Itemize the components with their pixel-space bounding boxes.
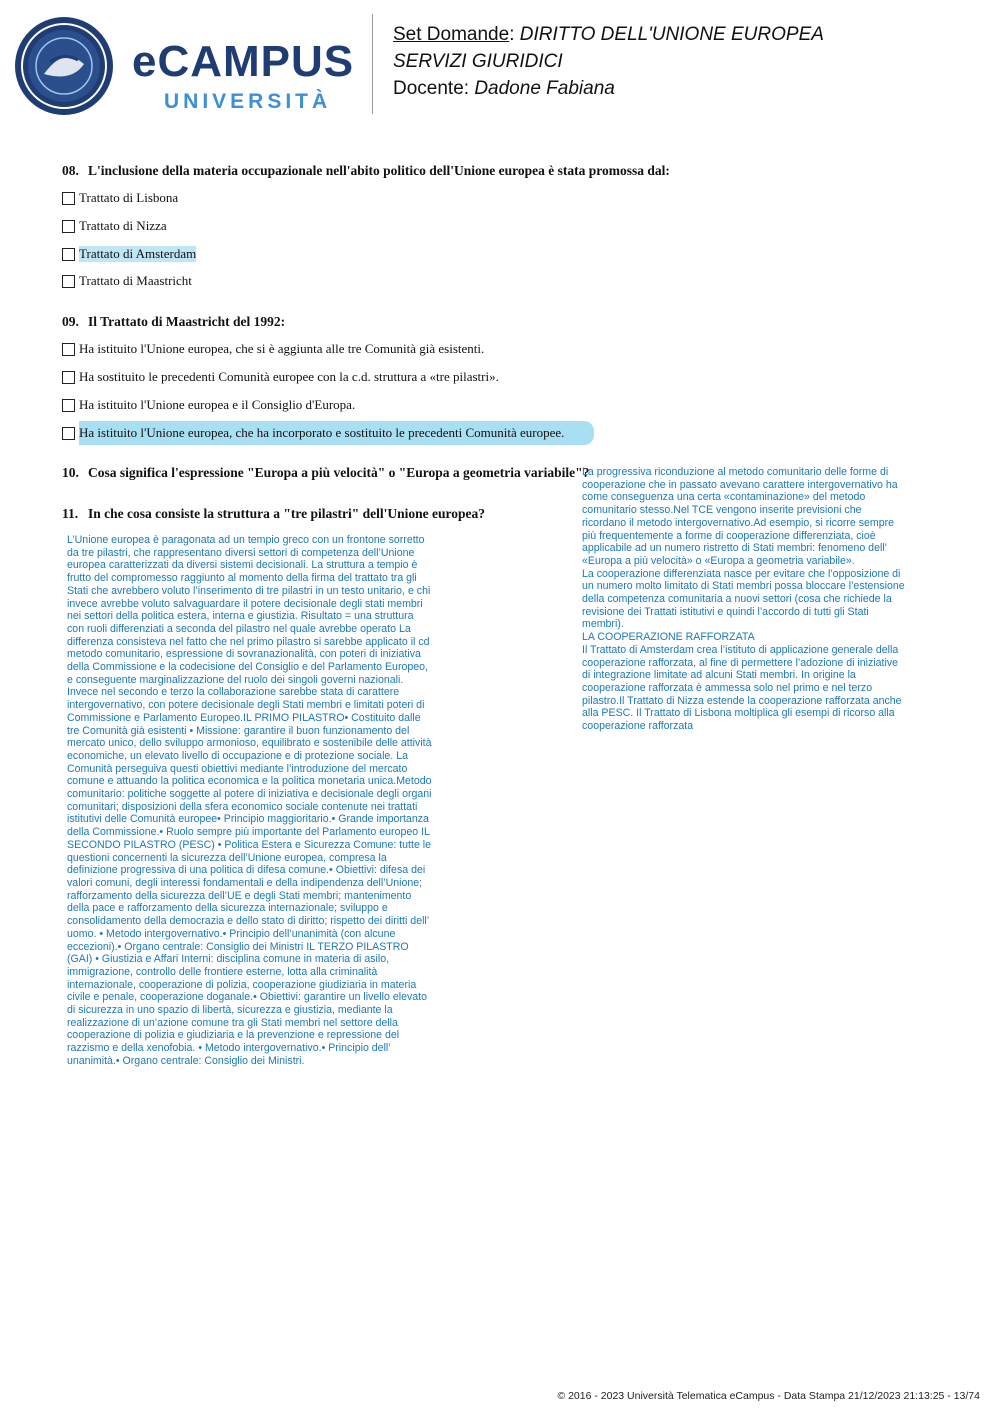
set-value-2: SERVIZI GIURIDICI	[393, 51, 563, 72]
question-text: Cosa significa l'espressione "Europa a più velocità" o "Europa a geometria variabile"?	[88, 465, 590, 480]
ecampus-logo	[14, 12, 359, 120]
set-line: Set Domande: DIRITTO DELL'UNIONE EUROPEA	[393, 24, 824, 45]
brand-subtitle: UNIVERSITÀ	[164, 90, 332, 113]
question-10-title	[62, 465, 589, 481]
question-text: L'inclusione della materia occupazionale nell'abito politico dell'Unione europea è stata promossa dal:	[88, 163, 670, 178]
option-label: Ha istituito l'Unione europea, che si è aggiunta alle tre Comunità già esistenti.	[79, 341, 485, 356]
set-label: Set Domande	[393, 24, 510, 45]
answer-11-text: L’Unione europea è paragonata ad un tempio greco con un frontone sorretto da tre pilastri, che rappresentano diversi settori di competenza dell’Unione europea caratterizzati da diversi sistemi decisionali. La struttura a tempio è frutto del compromesso raggiunto al momento della firma del trattato tra gli Stati che avrebbero voluto l’inserimento di tre pilastri in un testo unitario, e chi invece avrebbe voluto salvaguardare il potere decisionale degli stati membri nei settori della politica estera, interna e giustizia. Risultato = una struttura con ruoli differenziati a seconda del pilastro nel quale avrebbe operato La differenza consisteva nel fatto che nel primo pilastro si sarebbe applicato il cd metodo comunitario, espressione di sovranazionalità, con poteri di iniziativa della Commissione e la codecisione del Consiglio e del Parlamento Europeo, e conseguente marginalizzazione del ruolo dei singoli governi nazionali. Invece nel secondo e terzo la collaborazione sarebbe stata di carattere intergovernativo, con potere decisionale degli Stati membri e limitati poteri di Commissione e Parlamento Europeo.IL PRIMO PILASTRO• Costituito dalle tre Comunità già esistenti • Missione: garantire il buon funzionamento del mercato unico, dello sviluppo armonioso, equilibrato e sostenibile delle attività economiche, un elevato livello di occupazione e di protezione sociale. La Comunità perseguiva questi obiettivi mediante l’introduzione del mercato comune e attuando la politica economica e la politica monetaria unica.Metodo comunitario: politiche soggette al potere di iniziativa e decisionale degli organi comunitari; disposizioni della sfera economico sociale contenute nei trattati istitutivi delle Comunità europee• Principio maggioritario.• Grande importanza della Commissione.• Ruolo sempre più importante del Parlamento europeo IL SECONDO PILASTRO (PESC) • Politica Estera e Sicurezza Comune: tutte le questioni concernenti la sicurezza dell’Unione europea, compresa la definizione progressiva di una politica di difesa comune.• Obiettivi: difesa dei valori comuni, degli interessi fondamentali e della indipendenza dell’Unione; rafforzamento della sicurezza dell’UE e degli Stati membri; mantenimento della pace e rafforzamento della sicurezza internazionale; sviluppo e consolidamento della democrazia e dello stato di diritto; rispetto dei diritti dell’ uomo. • Metodo intergovernativo.• Principio dell’unanimità (con alcune eccezioni).• Organo centrale: Consiglio dei Ministri IL TERZO PILASTRO (GAI) • Giustizia e Affari Interni: disciplina comune in materia di asilo, immigrazione, controllo delle frontiere esterne, lotta alla criminalità internazionale, cooperazione di polizia, cooperazione giudiziaria in materia civile e penale, cooperazione doganale.• Obiettivi: garantire un livello elevato di sicurezza in uno spazio di libertà, sicurezza e giustizia, mediante la realizzazione di un’azione comune tra gli Stati membri nel settore della cooperazione di polizia e giudiziaria e la prevenzione e repressione del razzismo e della xenofobia. • Metodo intergovernativo.• Principio dell’ unanimità.• Organo centrale: Consiglio dei Ministri.	[67, 534, 432, 1067]
docente-label: Docente:	[393, 78, 470, 99]
option-label: Trattato di Maastricht	[79, 273, 192, 288]
answer-10-text: La progressiva riconduzione al metodo comunitario delle forme di cooperazione che in passato avevano carattere intergovernativo ha come conseguenza una certa «contaminazione» del metodo comunitario stesso.Nel TCE vengono inserite previsioni che ricordano il metodo intergovernativo.Ad esempio, si ricorre sempre più frequentemente a forme di cooperazione differenziata, cioè applicabile ad un numero ristretto di Stati membri: fenomeno dell’ «Europa a più velocità» o «Europa a geometria variabile». La cooperazione differenziata nasce per evitare che l’opposizione di un numero molto limitato di Stati membri possa bloccare l’estensione della competenza comunitaria a nuovi settori (cosa che richiede la revisione dei Trattati istitutivi e quindi l’accordo di tutti gli Stati membri). LA COOPERAZIONE RAFFORZATA Il Trattato di Amsterdam crea l’istituto di applicazione generale della cooperazione rafforzata, al fine di permettere l’adozione di iniziative di integrazione limitate ad alcuni Stati membri. In origine la cooperazione rafforzata è ammessa solo nel primo e nel terzo pilastro.Il Trattato di Nizza estende la cooperazione rafforzata anche alla PESC. Il Trattato di Lisbona moltiplica gli esempi di ricorso alla cooperazione rafforzata	[582, 466, 905, 733]
option-label: Ha sostituito le precedenti Comunità europee con la c.d. struttura a «tre pilastri».	[79, 369, 499, 384]
option-label-highlighted: Trattato di Amsterdam	[79, 246, 197, 261]
page-footer: © 2016 - 2023 Università Telematica eCampus - Data Stampa 21/12/2023 21:13:25 - 13/74	[557, 1390, 980, 1402]
question-08-option-3[interactable]	[62, 246, 196, 262]
question-08-title	[62, 163, 670, 179]
option-label: Trattato di Lisbona	[79, 190, 179, 205]
docente-line	[393, 78, 615, 100]
question-08-option-1[interactable]	[62, 190, 178, 206]
university-seal-icon	[14, 16, 114, 116]
question-number: 10.	[62, 465, 79, 480]
question-number: 11.	[62, 506, 79, 521]
question-09-title	[62, 314, 285, 330]
checkbox[interactable]	[62, 371, 75, 384]
question-09-option-3[interactable]	[62, 397, 355, 413]
set-line-2	[393, 51, 563, 73]
set-value: DIRITTO DELL'UNIONE EUROPEA	[519, 24, 824, 45]
checkbox[interactable]	[62, 248, 75, 261]
question-number: 08.	[62, 163, 79, 178]
brand-wordmark: eCAMPUS	[132, 37, 355, 86]
option-label-highlighted: Ha istituito l'Unione europea, che ha incorporato e sostituito le precedenti Comunità europee.	[79, 421, 594, 445]
header-divider	[372, 14, 373, 114]
checkbox[interactable]	[62, 399, 75, 412]
docente-value: Dadone Fabiana	[474, 78, 615, 99]
question-09-option-4[interactable]	[62, 421, 594, 445]
checkbox[interactable]	[62, 275, 75, 288]
question-number: 09.	[62, 314, 79, 329]
question-09-option-2[interactable]	[62, 369, 499, 385]
question-text: Il Trattato di Maastricht del 1992:	[88, 314, 286, 329]
checkbox[interactable]	[62, 192, 75, 205]
question-08-option-2[interactable]	[62, 218, 167, 234]
option-label: Ha istituito l'Unione europea e il Consiglio d'Europa.	[79, 397, 356, 412]
checkbox[interactable]	[62, 343, 75, 356]
question-08-option-4[interactable]	[62, 273, 192, 289]
option-label: Trattato di Nizza	[79, 218, 167, 233]
checkbox[interactable]	[62, 427, 75, 440]
question-09-option-1[interactable]	[62, 341, 484, 357]
checkbox[interactable]	[62, 220, 75, 233]
question-11-title	[62, 506, 485, 522]
question-text: In che cosa consiste la struttura a "tre pilastri" dell'Unione europea?	[88, 506, 485, 521]
